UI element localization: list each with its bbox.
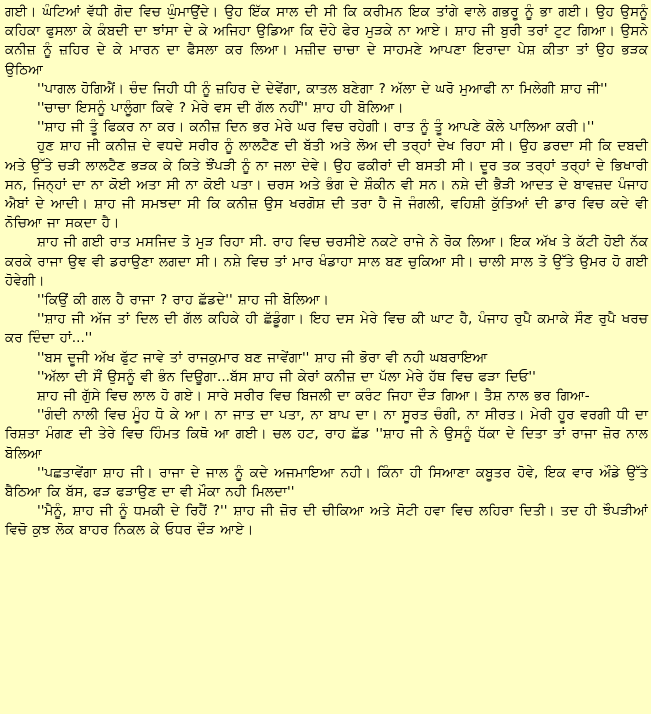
paragraph-9: ''ਬਸ ਦੂਜੀ ਅੱਖ ਫੁੱਟ ਜਾਵੇ ਤਾਂ ਰਾਜਕੁਮਾਰ ਬਣ ਜਾਵੇਂਗਾ'' ਸ਼ਾਹ ਜੀ ਭੋਰਾ ਵੀ ਨਹੀ ਘਬਰਾਇਆ bbox=[37, 349, 488, 366]
paragraph-2: ''ਪਾਗਲ ਹੋਗਿਐਂ। ਚੰਦ ਜਿਹੀ ਧੀ ਨੂੰ ਜ਼ਹਿਰ ਦੇ ਦੇਵੇਂਗਾ, ਕਾਤਲ ਬਣੇਗਾ ? ਅੱਲਾ ਦੇ ਘਰੋ ਮੁਆਫੀ ਨਾ ਮਿਲੇਗੀ ਸ਼ਾਹ ਜੀ'' bbox=[37, 80, 608, 97]
paragraph-6: ਸ਼ਾਹ ਜੀ ਗਈ ਰਾਤ ਮਸਜਿਦ ਤੋ ਮੁੜ ਰਿਹਾ ਸੀ. ਰਾਹ ਵਿਚ ਚਰਸੀਏ ਨਕਟੇ ਰਾਜੇ ਨੇ ਰੋਕ ਲਿਆ। ਇਕ ਅੱਖ ਤੇ ਕੱਟੀ ਹੋਈ ਨੱਕ ਕਰਕੇ ਰਾਜਾ ਉਞ ਵੀ ਡਰਾਉਣਾ ਲਗਦਾ ਸੀ। ਨਸ਼ੇ ਵਿਚ ਤਾਂ ਮਾਰ ਖੰਡਾਹਾ ਸਾਲ ਬਣ ਚੁਕਿਆ ਸੀ। ਚਾਲੀ ਸਾਲ ਤੋ ਉੱਤੇ ਉਮਰ ਹੋ ਗਈ ਹੋਵੇਗੀ। bbox=[5, 234, 648, 289]
paragraph-12: ''ਗੰਦੀ ਨਾਲੀ ਵਿਚ ਮੂੰਹ ਧੋ ਕੇ ਆ। ਨਾ ਜਾਤ ਦਾ ਪਤਾ, ਨਾ ਬਾਪ ਦਾ। ਨਾ ਸੂਰਤ ਚੰਗੀ, ਨਾ ਸੀਰਤ। ਮੇਰੀ ਹੂਰ ਵਰਗੀ ਧੀ ਦਾ ਰਿਸ਼ਤਾ ਮੰਗਣ ਦੀ ਤੇਰੇ ਵਿਚ ਹਿੰਮਤ ਕਿਥੋ ਆ ਗਈ। ਚਲ ਹਟ, ਰਾਹ ਛੱਡ ''ਸ਼ਾਹ ਜੀ ਨੇ ਉਸਨੂੰ ਧੱਕਾ ਦੇ ਦਿਤਾ ਤਾਂ ਰਾਜਾ ਜ਼ੋਰ ਨਾਲ ਬੋਲਿਆ bbox=[5, 407, 648, 462]
paragraph-11: ਸ਼ਾਹ ਜੀ ਗੁੱਸੇ ਵਿਚ ਲਾਲ ਹੋ ਗਏ। ਸਾਰੇ ਸਰੀਰ ਵਿਚ ਬਿਜਲੀ ਦਾ ਕਰੰਟ ਜਿਹਾ ਦੌੜ ਗਿਆ। ਤੈਸ਼ ਨਾਲ ਭਰ ਗਿਆ- bbox=[37, 388, 590, 405]
paragraph-1: ਗਈ। ਘੰਟਿਆਂ ਵੱਧੀ ਗੋਦ ਵਿਚ ਘੁੰਮਾਉਂਦੇ। ਉਹ ਇੱਕ ਸਾਲ ਦੀ ਸੀ ਕਿ ਕਰੀਮਨ ਇਕ ਤਾਂਗੇ ਵਾਲੇ ਗਭਰੂ ਨੂੰ ਭਾ ਗਈ। ਉਹ ਉਸਨੂੰ ਕਹਿਕਾ ਫੁਸਲਾ ਕੇ ਕੰਬਦੀ ਦਾ ਝਾਂਸਾ ਦੇ ਕੇ ਅਜਿਹਾ ਉਡਿਆ ਕਿ ਦੋਹੇ ਫੇਰ ਮੁੜਕੇ ਨਾ ਆਏ। ਸ਼ਾਹ ਜੀ ਬੁਰੀ ਤਰਾਂ ਟੁਟ ਗਿਆ। ਉਸਨੇ ਕਨੀਜ਼ ਨੂੰ ਜ਼ਹਿਰ ਦੇ ਕੇ ਮਾਰਨ ਦਾ ਫੈਸਲਾ ਕਰ ਲਿਆ। ਮਜ਼ੀਦ ਚਾਚਾ ਦੇ ਸਾਹਮਣੇ ਆਪਣਾ ਇਰਾਦਾ ਪੇਸ਼ ਕੀਤਾ ਤਾਂ ਉਹ ਭੜਕ ਉਠਿਆ bbox=[5, 4, 648, 78]
paragraph-5: ਹੁਣ ਸ਼ਾਹ ਜੀ ਕਨੀਜ਼ ਦੇ ਵਧਦੇ ਸਰੀਰ ਨੂੰ ਲਾਲਟੈਣ ਦੀ ਬੱਤੀ ਅਤੇ ਲੋਅ ਦੀ ਤਰ੍ਹਾਂ ਦੇਖ ਰਿਹਾ ਸੀ। ਉਹ ਡਰਦਾ ਸੀ ਕਿ ਦਬਦੀ ਅਤੇ ਉੱਤੇ ਚੜੀ ਲਾਲਟੈਣ ਭੜਕ ਕੇ ਕਿਤੇ ਝੌਂਪੜੀ ਨੂੰ ਨਾ ਜਲਾ ਦੇਵੇ। ਉਹ ਫਕੀਰਾਂ ਦੀ ਬਸਤੀ ਸੀ। ਦੂਰ ਤਕ ਤਰ੍ਹਾਂ ਤਰ੍ਹਾਂ ਦੇ ਭਿਖਾਰੀ ਸਨ, ਜਿਨ੍ਹਾਂ ਦਾ ਨਾ ਕੋਈ ਅਤਾ ਸੀ ਨਾ ਕੋਈ ਪਤਾ। ਚਰਸ ਅਤੇ ਭੰਗ ਦੇ ਸ਼ੌਕੀਨ ਵੀ ਸਨ। ਨਸ਼ੇ ਦੀ ਭੈੜੀ ਆਦਤ ਦੇ ਬਾਵਜ਼ਦ ਪੰਜਾਹ ਐਬਾਂ ਦੇ ਆਦੀ। ਸ਼ਾਹ ਜੀ ਸਮਝਦਾ ਸੀ ਕਿ ਕਨੀਜ਼ ਉਸ ਖਰਗੋਸ਼ ਦੀ ਤਰਾ ਹੈ ਜੋ ਜੰਗਲੀ, ਵਹਿਸ਼ੀ ਕੁੱਤਿਆਂ ਦੀ ਡਾਰ ਵਿਚ ਕਦੇ ਵੀ ਨੋਚਿਆ ਜਾ ਸਕਦਾ ਹੈ। bbox=[5, 138, 648, 232]
paragraph-8: ''ਸ਼ਾਹ ਜੀ ਅੱਜ ਤਾਂ ਦਿਲ ਦੀ ਗੱਲ ਕਹਿਕੇ ਹੀ ਛੱਡੂੰਗਾ। ਇਹ ਦਸ ਮੇਰੇ ਵਿਚ ਕੀ ਘਾਟ ਹੈ, ਪੰਜਾਹ ਰੁਪੈ ਕਮਾਕੇ ਸੌਣ ਰੁਪੈ ਖਰਚ ਕਰ ਦਿੰਦਾ ਹਾਂ...'' bbox=[5, 311, 648, 347]
paragraph-7: ''ਕਿਉਂ ਕੀ ਗਲ ਹੈ ਰਾਜਾ ? ਰਾਹ ਛੱਡਦੇ'' ਸ਼ਾਹ ਜੀ ਬੋਲਿਆ। bbox=[37, 292, 329, 309]
paragraph-4: ''ਸ਼ਾਹ ਜੀ ਤੂੰ ਫਿਕਰ ਨਾ ਕਰ। ਕਨੀਜ਼ ਦਿਨ ਭਰ ਮੇਰੇ ਘਰ ਵਿਚ ਰਹੇਗੀ। ਰਾਤ ਨੂੰ ਤੂੰ ਆਪਣੇ ਕੋਲੇ ਪਾਲਿਆ ਕਰੀ।'' bbox=[37, 119, 595, 136]
paragraph-10: ''ਅੱਲਾ ਦੀ ਸੌਂ ਉਸਨੂੰ ਵੀ ਭੰਨ ਦਿਊਗਾ...ਬੱਸ ਸ਼ਾਹ ਜੀ ਕੇਰਾਂ ਕਨੀਜ਼ ਦਾ ਪੱਲਾ ਮੇਰੇ ਹੱਥ ਵਿਚ ਫੜਾ ਦਿਓ'' bbox=[37, 368, 536, 385]
paragraph-3: ''ਚਾਚਾ ਇਸਨੂੰ ਪਾਲੂੰਗਾ ਕਿਵੇ ? ਮੇਰੇ ਵਸ ਦੀ ਗੱਲ ਨਹੀਂ'' ਸ਼ਾਹ ਹੀ ਬੋਲਿਆ। bbox=[37, 100, 404, 117]
paragraph-13: ''ਪਛਤਾਵੇਂਗਾ ਸ਼ਾਹ ਜੀ। ਰਾਜਾ ਦੇ ਜਾਲ ਨੂੰ ਕਦੇ ਅਜਮਾਇਆ ਨਹੀ। ਕਿੰਨਾ ਹੀ ਸਿਆਣਾ ਕਬੂਤਰ ਹੋਵੇ, ਇਕ ਵਾਰ ਔਡੇ ਉੱਤੇ ਬੈਠਿਆ ਕਿ ਬੱਸ, ਫੜ ਫੜਾਉਣ ਦਾ ਵੀ ਮੌਕਾ ਨਹੀ ਮਿਲਦਾ'' bbox=[5, 464, 648, 501]
paragraph-14: ''ਮੈਨੂੰ, ਸ਼ਾਹ ਜੀ ਨੂੰ ਧਮਕੀ ਦੇ ਰਿਹੈਂ ?'' ਸ਼ਾਹ ਜੀ ਜ਼ੋਰ ਦੀ ਚੀਕਿਆ ਅਤੇ ਸੋਟੀ ਹਵਾ ਵਿਚ ਲਹਿਰਾ ਦਿਤੀ। ਤਦ ਹੀ ਝੌਪੜੀਆਂ ਵਿਚੋ ਕੁਝ ਲੋਕ ਬਾਹਰ ਨਿਕਲ ਕੇ ਓਧਰ ਦੌੜ ਆਏ। bbox=[5, 503, 648, 539]
